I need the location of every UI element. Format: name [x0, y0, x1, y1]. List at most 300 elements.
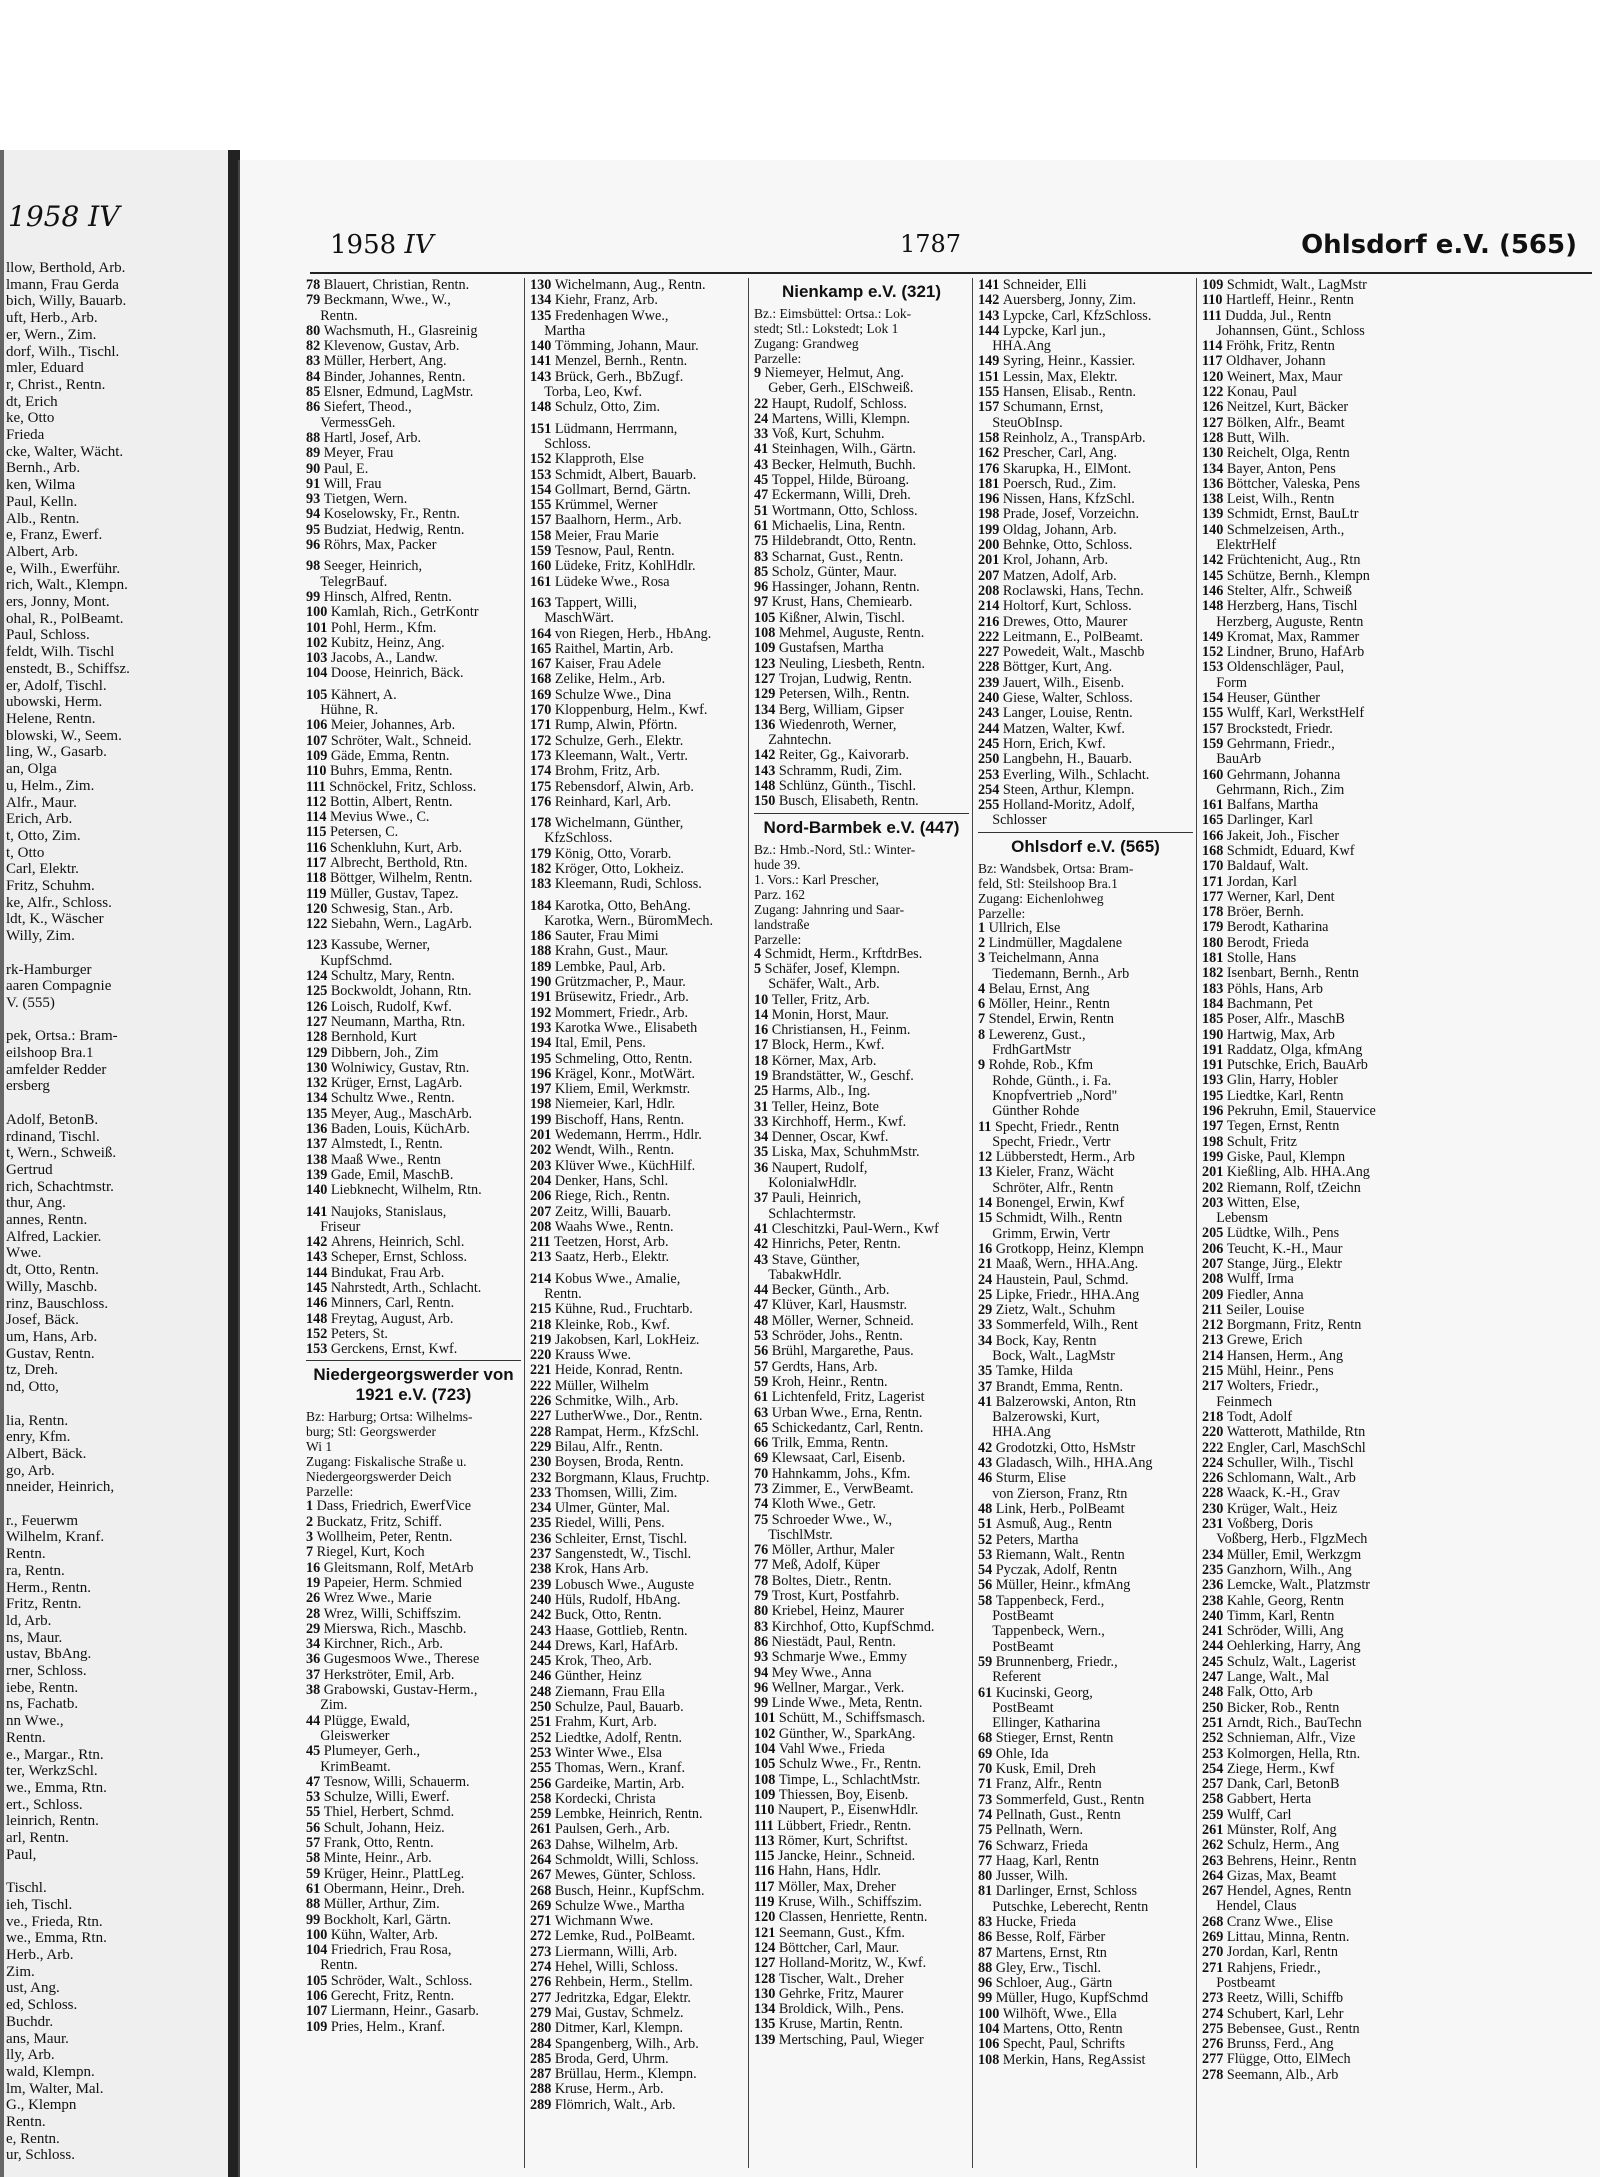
entry-line: 211 Seiler, Louise — [1202, 1302, 1305, 1318]
entry-line: 84 Binder, Johannes, Rentn. — [306, 369, 466, 385]
entry-line: 77 Haag, Karl, Rentn — [978, 1853, 1099, 1869]
entry-line: 1 Dass, Friedrich, EwerfVice — [306, 1499, 472, 1515]
entry-line: 190 Hartwig, Max, Arb — [1202, 1027, 1335, 1043]
entry-line: Wwe. — [6, 1245, 42, 1262]
entry-line: 100 Kamlah, Rich., GetrKontr — [306, 605, 479, 621]
entry-line: 57 Gerdts, Hans, Arb. — [754, 1359, 878, 1375]
entry-line: Helene, Rentn. — [6, 710, 96, 727]
entry-line — [6, 945, 226, 962]
entry-line: rdinand, Tischl. — [6, 1128, 100, 1145]
entry-line: 235 Riedel, Willi, Pens. — [530, 1516, 665, 1532]
entry-line: 112 Bottin, Albert, Rentn. — [306, 794, 453, 810]
entry-line: an, Olga — [6, 761, 57, 778]
entry-line: 65 Schickedantz, Carl, Rentn. — [754, 1420, 924, 1436]
entry-line: nneider, Heinrich, — [6, 1479, 115, 1496]
entry-line: Specht, Friedr., Vertr — [992, 1134, 1111, 1150]
entry-line: 41 Cleschitzki, Paul-Wern., Kwf — [754, 1221, 939, 1237]
entry-line: rner, Schloss. — [6, 1663, 87, 1680]
entry-line: r, Christ., Rentn. — [6, 376, 106, 393]
entry-line: 134 Broldick, Wilh., Pens. — [754, 2002, 905, 2018]
entry-line: 206 Teucht, K.-H., Maur — [1202, 1241, 1343, 1257]
header-rule — [310, 272, 1592, 274]
entry-line: 234 Müller, Emil, Werkzgm — [1202, 1547, 1362, 1563]
entry-line: Tischl. — [6, 1880, 47, 1897]
entry-line: 78 Blauert, Christian, Rentn. — [306, 278, 470, 293]
entry-line: 169 Schulze Wwe., Dina — [530, 687, 672, 703]
entry-line: Zugang: Fiskalische Straße u. — [306, 1454, 467, 1470]
entry-line: 53 Schulze, Willi, Ewerf. — [306, 1790, 450, 1806]
entry-line: 3 Wollheim, Peter, Rentn. — [306, 1530, 453, 1546]
entry-line: 164 von Riegen, Herb., HbAng. — [530, 626, 712, 642]
entry-line: 83 Kirchhof, Otto, KupfSchmd. — [754, 1619, 935, 1635]
entry-line: 116 Hahn, Hans, Hdlr. — [754, 1864, 881, 1880]
entry-line: llow, Berthold, Arb. — [6, 260, 126, 276]
entry-line: 188 Krahn, Gust., Maur. — [530, 944, 669, 960]
entry-line: 46 Sturm, Elise — [978, 1471, 1066, 1487]
entry-line: 37 Brandt, Emma, Rentn. — [978, 1379, 1124, 1395]
entry-line: 111 Dudda, Jul., Rentn — [1202, 308, 1332, 324]
entry-line: 121 Seemann, Gust., Kfm. — [754, 1925, 905, 1941]
entry-line: 48 Link, Herb., PolBeamt — [978, 1501, 1125, 1517]
entry-line: 91 Will, Frau — [306, 476, 382, 492]
entry-line: 167 Kaiser, Frau Adele — [530, 657, 662, 673]
entry-line: 244 Matzen, Walter, Kwf. — [978, 721, 1125, 737]
column-5 — [1202, 278, 1422, 2083]
entry-line: rich, Walt., Klempn. — [6, 577, 128, 594]
entry-line: Voßberg, Herb., FlgzMech — [1216, 1532, 1368, 1548]
entry-line: 288 Kruse, Herm., Arb. — [530, 2082, 664, 2098]
entry-line: arl, Rentn. — [6, 1830, 69, 1847]
entry-line: 195 Schmeling, Otto, Rentn. — [530, 1051, 693, 1067]
entry-line: 155 Krümmel, Werner — [530, 498, 658, 514]
entry-line: 104 Doose, Heinrich, Bäck. — [306, 666, 464, 682]
entry-line: 262 Schulz, Herm., Ang — [1202, 1838, 1340, 1854]
entry-line: 226 Schmitke, Wilh., Arb. — [530, 1394, 679, 1410]
entry-line: 203 Klüver Wwe., KüchHilf. — [530, 1158, 696, 1174]
entry-line: 31 Teller, Heinz, Bote — [754, 1099, 879, 1115]
entry-line: 109 Thiessen, Boy, Eisenb. — [754, 1787, 909, 1803]
entry-line: 243 Haase, Gottlieb, Rentn. — [530, 1623, 688, 1639]
entry-line: 125 Bockwoldt, Johann, Rtn. — [306, 984, 472, 1000]
entry-line: 129 Dibbern, Joh., Zim — [306, 1045, 439, 1061]
entry-line: burg; Stl: Georgswerder — [306, 1424, 436, 1440]
entry-line: 138 Maaß Wwe., Rentn — [306, 1152, 441, 1168]
entry-line: mler, Eduard — [6, 360, 84, 377]
entry-line: 207 Zeitz, Willi, Bauarb. — [530, 1204, 672, 1220]
entry-line: 261 Münster, Rolf, Ang — [1202, 1822, 1337, 1838]
section-title-nienkamp: Nienkamp e.V. (321) — [781, 282, 942, 301]
entry-line: 61 Kucinski, Georg, — [978, 1685, 1093, 1701]
entry-line: 141 Naujoks, Stanislaus, — [306, 1204, 447, 1220]
entry-line: 194 Ital, Emil, Pens. — [530, 1036, 646, 1052]
entry-line: 142 Reiter, Gg., Kaivorarb. — [754, 748, 910, 764]
entry-line: ersberg — [6, 1078, 50, 1095]
entry-line: 107 Schröter, Walt., Schneid. — [306, 733, 472, 749]
entry-line: 274 Hehel, Willi, Schloss. — [530, 1960, 679, 1976]
entry-line: 4 Belau, Ernst, Ang — [978, 981, 1090, 997]
entry-line: Adolf, BetonB. — [6, 1111, 99, 1128]
entry-line: 116 Schenkluhn, Kurt, Arb. — [306, 840, 463, 856]
entry-line: Geber, Gerh., ElSchweiß. — [768, 381, 914, 397]
entry-line: 159 Tesnow, Paul, Rentn. — [530, 544, 675, 560]
entry-line: 88 Gley, Erw., Tischl. — [978, 1960, 1102, 1976]
entry-line: Buchdr. — [6, 2013, 54, 2030]
entry-line: 28 Wrez, Willi, Schiffszim. — [306, 1606, 462, 1622]
entry-line: 97 Krust, Hans, Chemiearb. — [754, 595, 913, 611]
entry-line: enry, Kfm. — [6, 1429, 71, 1446]
entry-line: 253 Everling, Wilh., Schlacht. — [978, 767, 1150, 783]
entry-line: 228 Böttger, Kurt, Ang. — [978, 660, 1113, 676]
entry-line: Bernh., Arb. — [6, 460, 81, 477]
entry-line: t, Wern., Schweiß. — [6, 1145, 117, 1162]
entry-line: Rentn. — [544, 1287, 582, 1302]
entry-line: 52 Peters, Martha — [978, 1532, 1079, 1548]
entry-line: 80 Wachsmuth, H., Glasreinig — [306, 323, 478, 339]
entry-line: 35 Tamke, Hilda — [978, 1364, 1073, 1380]
entry-line: e, Franz, Ewerf. — [6, 527, 103, 544]
entry-line: 152 Peters, St. — [306, 1326, 388, 1342]
entry-line: 102 Kubitz, Heinz, Ang. — [306, 635, 445, 651]
entry-line: 98 Seeger, Heinrich, — [306, 559, 423, 575]
entry-line: Schlachtermstr. — [768, 1206, 857, 1222]
entry-line: 14 Bonengel, Erwin, Kwf — [978, 1196, 1125, 1212]
entry-line: 99 Hinsch, Alfred, Rentn. — [306, 589, 452, 605]
entry-line: 236 Schleiter, Ernst, Tischl. — [530, 1531, 688, 1547]
entry-line: 88 Hartl, Josef, Arb. — [306, 430, 422, 446]
entry-line: 59 Brunnenberg, Friedr., — [978, 1654, 1118, 1670]
entry-line: 245 Horn, Erich, Kwf. — [978, 736, 1106, 752]
entry-line: 134 Berg, William, Gipser — [754, 702, 904, 718]
entry-line: 199 Giske, Paul, Klempn — [1202, 1149, 1346, 1165]
entry-line: 178 Wichelmann, Günther, — [530, 816, 684, 832]
entry-line: 277 Flügge, Otto, ElMech — [1202, 2052, 1351, 2068]
entry-line: 43 Gladasch, Wilh., HHA.Ang — [978, 1456, 1153, 1472]
entry-line: 143 Brück, Gerh., BbZugf. — [530, 369, 684, 385]
entry-line: 79 Trost, Kurt, Postfahrb. — [754, 1589, 900, 1605]
entry-line: 170 Baldauf, Walt. — [1202, 859, 1309, 875]
entry-line: 105 Schröder, Walt., Schloss. — [306, 1973, 473, 1989]
entry-line: dorf, Wilh., Tischl. — [6, 343, 120, 360]
entry-line: 287 Brüllau, Herm., Klempn. — [530, 2067, 697, 2083]
entry-line: 24 Martens, Willi, Klempn. — [754, 411, 910, 427]
entry-line: 145 Schütze, Bernh., Klempn — [1202, 568, 1370, 584]
entry-line: 224 Schuller, Wilh., Tischl — [1202, 1455, 1354, 1471]
entry-line: 130 Gehrke, Fritz, Maurer — [754, 1986, 904, 2002]
entry-line: 51 Asmuß, Aug., Rentn — [978, 1517, 1112, 1533]
entry-line: 227 Powedeit, Walt., Maschb — [978, 645, 1145, 661]
entry-line: 267 Hendel, Agnes, Rentn — [1202, 1884, 1352, 1900]
entry-line: 58 Minte, Heinr., Arb. — [306, 1851, 432, 1867]
entry-line: 130 Reichelt, Olga, Rentn — [1202, 446, 1350, 462]
entry-line: 109 Pries, Helm., Kranf. — [306, 2019, 446, 2035]
entry-line: Bz: Harburg; Ortsa: Wilhelms- — [306, 1409, 473, 1425]
entry-line: Rentn. — [320, 308, 358, 324]
entry-line: 176 Reinhard, Karl, Arb. — [530, 794, 672, 810]
entry-line: 135 Meyer, Aug., MaschArb. — [306, 1106, 473, 1122]
entry-line: 61 Obermann, Heinr., Dreh. — [306, 1881, 465, 1897]
entry-line: 145 Nahrstedt, Arth., Schlacht. — [306, 1281, 482, 1296]
column-4 — [978, 278, 1193, 2068]
entry-line: 254 Ziege, Herm., Kwf — [1202, 1761, 1335, 1777]
entry-line: KolonialwHdlr. — [768, 1176, 857, 1192]
entry-line: 289 Flömrich, Walt., Arb. — [530, 2097, 676, 2113]
entry-line: 111 Schnöckel, Fritz, Schloss. — [306, 779, 477, 795]
entry-line: Josef, Bäck. — [6, 1312, 79, 1329]
entry-line: 199 Oldag, Johann, Arb. — [978, 522, 1117, 538]
entry-line: 184 Bachmann, Pet — [1202, 996, 1313, 1012]
entry-line: Bz: Wandsbek, Ortsa: Bram- — [978, 860, 1134, 876]
entry-line: ke, Otto — [6, 410, 55, 427]
entry-line: Karotka, Wern., BüromMech. — [544, 913, 713, 929]
entry-line: 29 Mierswa, Rich., Maschb. — [306, 1621, 467, 1637]
entry-line: 4 Schmidt, Herm., KrftdrBes. — [754, 946, 923, 962]
entry-line: 45 Toppel, Hilde, Büroang. — [754, 473, 910, 489]
entry-line: ve., Frieda, Rtn. — [6, 1913, 103, 1930]
entry-line: 203 Witten, Else, — [1202, 1195, 1300, 1211]
entry-line: 206 Riege, Rich., Rentn. — [530, 1189, 670, 1205]
entry-line: TelegrBauf. — [320, 574, 388, 590]
entry-line: Grimm, Erwin, Vertr — [992, 1226, 1111, 1242]
entry-line: 268 Busch, Heinr., KupfSchm. — [530, 1883, 705, 1899]
entry-line: leinrich, Rentn. — [6, 1813, 99, 1830]
entry-line: 155 Wulff, Karl, WerkstHelf — [1202, 706, 1365, 722]
entry-line: 87 Martens, Ernst, Rtn — [978, 1945, 1107, 1961]
entry-line: 214 Kobus Wwe., Amalie, — [530, 1271, 681, 1287]
entry-line: enstedt, B., Schiffsz. — [6, 660, 130, 677]
entry-line: 127 Bölken, Alfr., Beamt — [1202, 415, 1345, 431]
entry-line: 6 Möller, Heinr., Rentn — [978, 997, 1110, 1013]
entry-line: 51 Wortmann, Otto, Schloss. — [754, 503, 918, 519]
entry-line: 246 Günther, Heinz — [530, 1669, 642, 1685]
entry-line: Parzelle: — [978, 905, 1026, 921]
entry-line: 258 Kordecki, Christa — [530, 1791, 656, 1807]
entry-line: 37 Herkströter, Emil, Arb. — [306, 1667, 455, 1683]
entry-line: 148 Freytag, August, Arb. — [306, 1311, 454, 1327]
entry-line: Alb., Rentn. — [6, 510, 80, 527]
entry-line: 148 Schlünz, Günth., Tischl. — [754, 779, 916, 795]
section-title-nord-barmbek: Nord-Barmbek e.V. (447) — [763, 817, 960, 837]
entry-line: 252 Liedtke, Adolf, Rentn. — [530, 1730, 683, 1746]
entry-line: thur, Ang. — [6, 1195, 66, 1212]
entry-line: 74 Pellnath, Gust., Rentn — [978, 1807, 1121, 1823]
entry-line: Balzerowski, Kurt, — [992, 1410, 1100, 1426]
column-2 — [530, 278, 745, 2113]
entry-line: 73 Zimmer, E., VerwBeamt. — [754, 1482, 914, 1497]
entry-line: 284 Spangenberg, Wilh., Arb. — [530, 2036, 699, 2052]
entry-line: 254 Steen, Arthur, Klempn. — [978, 782, 1135, 798]
entry-line: 105 Schulz Wwe., Fr., Rentn. — [754, 1757, 922, 1773]
entry-line: 56 Brühl, Margarethe, Paus. — [754, 1344, 914, 1360]
entry-line: 33 Sommerfeld, Wilh., Rent — [978, 1318, 1138, 1334]
entry-line: 183 Pöhls, Hans, Arb — [1202, 981, 1323, 997]
entry-line: 102 Günther, W., SparkAng. — [754, 1726, 916, 1742]
entry-line: ans, Maur. — [6, 2030, 69, 2047]
entry-line: 201 Wedemann, Herrm., Hdlr. — [530, 1128, 702, 1144]
entry-line: 83 Hucke, Frieda — [978, 1914, 1077, 1930]
entry-line: 277 Jedritzka, Edgar, Elektr. — [530, 1990, 691, 2006]
entry-line: FrdhGartMstr — [992, 1043, 1072, 1059]
entry-line: 134 Kiehr, Franz, Arb. — [530, 293, 658, 309]
entry-line: 24 Haustein, Paul, Schmd. — [978, 1272, 1129, 1288]
entry-line: ElektrHelf — [1216, 538, 1277, 554]
entry-line: 17 Block, Herm., Kwf. — [754, 1038, 885, 1054]
entry-line: e, Rentn. — [6, 2130, 60, 2147]
entry-line: 79 Beckmann, Wwe., W., — [306, 293, 451, 309]
entry-line: 86 Siefert, Theod., — [306, 400, 412, 416]
entry-line: 94 Koselowsky, Fr., Rentn. — [306, 507, 460, 523]
entry-line: 36 Naupert, Rudolf, — [754, 1160, 868, 1176]
entry-line: 222 Engler, Carl, MaschSchl — [1202, 1440, 1366, 1456]
entry-line: Rentn. — [320, 1958, 358, 1974]
entry-line: Feinmech — [1216, 1394, 1273, 1410]
entry-line: KupfSchmd. — [320, 953, 393, 969]
entry-line: 218 Todt, Adolf — [1202, 1409, 1293, 1425]
entry-line: 253 Kolmorgen, Hella, Rtn. — [1202, 1746, 1361, 1762]
entry-line: 41 Steinhagen, Wilh., Gärtn. — [754, 442, 916, 458]
entry-line: 230 Krüger, Walt., Heiz — [1202, 1501, 1338, 1517]
entry-line: hude 39. — [754, 856, 801, 872]
entry-line: Schäfer, Walt., Arb. — [768, 977, 880, 993]
entry-line: 160 Lüdeke, Fritz, KohlHdlr. — [530, 559, 696, 575]
entry-line: 271 Wichmann Wwe. — [530, 1914, 654, 1930]
entry-line: 157 Schumann, Ernst, — [978, 400, 1104, 416]
entry-line: 184 Karotka, Otto, BehAng. — [530, 898, 691, 914]
entry-line: Schloss. — [544, 436, 592, 452]
entry-line: 207 Matzen, Adolf, Arb. — [978, 568, 1117, 584]
entry-line: 108 Timpe, L., SchlachtMstr. — [754, 1772, 921, 1788]
entry-line: 279 Mai, Gustav, Schmelz. — [530, 2005, 684, 2021]
entry-line: 136 Böttcher, Valeska, Pens — [1202, 476, 1360, 492]
entry-line: 261 Paulsen, Gerh., Arb. — [530, 1822, 670, 1838]
entry-line: 208 Wulff, Irma — [1202, 1272, 1294, 1288]
entry-line: PostBeamt — [992, 1609, 1054, 1625]
entry-line: 197 Kliem, Emil, Werkmstr. — [530, 1082, 691, 1098]
entry-line: 132 Krüger, Ernst, LagArb. — [306, 1076, 463, 1092]
entry-line: rk-Hamburger — [6, 961, 92, 978]
entry-line: ke, Alfr., Schloss. — [6, 894, 112, 911]
entry-line — [6, 1496, 226, 1513]
entry-line: 275 Bebensee, Gust., Rentn — [1202, 2021, 1360, 2037]
entry-line: 122 Siebahn, Wern., LagArb. — [306, 917, 473, 933]
entry-line: 63 Urban Wwe., Erna, Rentn. — [754, 1405, 923, 1421]
entry-line: tz, Dreh. — [6, 1362, 59, 1379]
header-association: Ohlsdorf e.V. (565) — [1301, 230, 1577, 260]
entry-line: ohal, R., PolBeamt. — [6, 610, 124, 627]
entry-line: 270 Jordan, Karl, Rentn — [1202, 1945, 1338, 1961]
entry-line: 81 Darlinger, Ernst, Schloss — [978, 1884, 1138, 1900]
entry-line: 199 Bischoff, Hans, Rentn. — [530, 1112, 685, 1128]
entry-line: 19 Brandstätter, W., Geschf. — [754, 1068, 914, 1084]
entry-line: 117 Albrecht, Berthold, Rtn. — [306, 855, 468, 871]
entry-line: 144 Bindukat, Frau Arb. — [306, 1265, 445, 1281]
entry-line: 106 Gerecht, Fritz, Rentn. — [306, 1988, 455, 2004]
entry-line: 99 Bockholt, Karl, Gärtn. — [306, 1912, 451, 1928]
entry-line: 139 Schmidt, Ernst, BauLtr — [1202, 507, 1359, 523]
entry-line: Wi 1 — [306, 1439, 333, 1455]
entry-line: 186 Sauter, Frau Mimi — [530, 929, 659, 945]
entry-line: 217 Wolters, Friedr., — [1202, 1379, 1319, 1395]
entry-line: 234 Ulmer, Günter, Mal. — [530, 1501, 670, 1517]
entry-line: Alfr., Maur. — [6, 794, 77, 811]
entry-line: 136 Baden, Louis, KüchArb. — [306, 1122, 470, 1138]
entry-line: 263 Behrens, Heinr., Rentn — [1202, 1853, 1357, 1869]
entry-line: lm, Walter, Mal. — [6, 2080, 104, 2097]
entry-line: 162 Prescher, Carl, Ang. — [978, 446, 1117, 462]
entry-line: 264 Gizas, Max, Beamt — [1202, 1868, 1337, 1884]
entry-line: 158 Reinholz, A., TranspArb. — [978, 430, 1146, 446]
entry-line: 268 Cranz Wwe., Elise — [1202, 1914, 1333, 1930]
entry-line: Lebensm — [1216, 1211, 1269, 1227]
entry-line: 18 Körner, Max, Arb. — [754, 1053, 877, 1069]
left-page — [0, 150, 230, 2177]
entry-line: 255 Thomas, Wern., Kranf. — [530, 1761, 686, 1777]
entry-line: 127 Neumann, Martha, Rtn. — [306, 1014, 466, 1030]
entry-line: 195 Liedtke, Karl, Rentn — [1202, 1088, 1344, 1104]
entry-line: cke, Walter, Wächt. — [6, 443, 124, 460]
entry-line: 198 Schult, Fritz — [1202, 1134, 1297, 1150]
entry-line: 220 Krauss Wwe. — [530, 1348, 632, 1364]
entry-line: 151 Lessin, Max, Elektr. — [978, 369, 1118, 385]
entry-line: 251 Arndt, Rich., BauTechn — [1202, 1715, 1362, 1731]
entry-line: 113 Römer, Kurt, Schriftst. — [754, 1833, 908, 1849]
entry-line: 263 Dahse, Wilhelm, Arb. — [530, 1837, 679, 1853]
entry-line: landstraße — [754, 916, 810, 932]
entry-line: 276 Brunss, Ferd., Ang — [1202, 2037, 1334, 2053]
entry-line: 80 Kriebel, Heinz, Maurer — [754, 1604, 905, 1620]
entry-line: 114 Fröhk, Fritz, Rentn — [1202, 339, 1335, 355]
entry-line: 99 Linde Wwe., Meta, Rentn. — [754, 1696, 923, 1712]
entry-line: 233 Thomsen, Willi, Zim. — [530, 1485, 678, 1501]
entry-line: 117 Oldhaver, Johann — [1202, 354, 1326, 370]
entry-line: 239 Lobusch Wwe., Auguste — [530, 1577, 695, 1593]
entry-line: Zugang: Eichenlohweg — [978, 890, 1104, 906]
entry-line: 244 Oehlerking, Harry, Ang — [1202, 1639, 1361, 1655]
entry-line: 134 Bayer, Anton, Pens — [1202, 461, 1336, 477]
entry-line: von Zierson, Franz, Rtn — [992, 1486, 1128, 1502]
entry-line: 231 Voßberg, Doris — [1202, 1517, 1314, 1533]
column-divider — [1196, 278, 1197, 2168]
entry-line: 205 Lüdtke, Wilh., Pens — [1202, 1226, 1340, 1242]
entry-line: 56 Müller, Heinr., kfmAng — [978, 1578, 1131, 1594]
entry-line: 198 Prade, Josef, Vorzeichn. — [978, 507, 1140, 523]
entry-line: e., Margar., Rtn. — [6, 1746, 104, 1763]
entry-line: 253 Winter Wwe., Elsa — [530, 1745, 662, 1761]
entry-line: 202 Wendt, Wilh., Rentn. — [530, 1143, 675, 1159]
entry-line: 10 Teller, Fritz, Arb. — [754, 992, 870, 1008]
entry-line: 130 Wichelmann, Aug., Rentn. — [530, 278, 706, 293]
entry-line: 216 Drewes, Otto, Maurer — [978, 614, 1128, 630]
entry-line: 146 Minners, Carl, Rentn. — [306, 1296, 455, 1312]
entry-line: 29 Zietz, Walt., Schuhm — [978, 1303, 1116, 1319]
entry-line: 13 Kieler, Franz, Wächt — [978, 1165, 1114, 1181]
section-title-niedergeorgswerder: Niedergeorgswerder von 1921 e.V. (723) — [313, 1365, 514, 1405]
entry-line: 76 Möller, Arthur, Maler — [754, 1543, 895, 1559]
entry-line: Alfred, Lackier. — [6, 1228, 102, 1245]
entry-line: 142 Früchtenicht, Aug., Rtn — [1202, 553, 1361, 569]
entry-line: 124 Böttcher, Carl, Maur. — [754, 1940, 900, 1956]
entry-line: Parzelle: — [754, 931, 802, 947]
entry-line: Referent — [992, 1670, 1042, 1686]
entry-line: 128 Tischer, Walt., Dreher — [754, 1971, 904, 1987]
entry-line: 115 Petersen, C. — [306, 825, 399, 841]
entry-line: 153 Gerckens, Ernst, Kwf. — [306, 1342, 458, 1358]
entry-line: 110 Hartleff, Heinr., Rentn — [1202, 293, 1354, 309]
entry-line: 256 Gardeike, Martin, Arb. — [530, 1776, 685, 1792]
entry-line: 250 Schulze, Paul, Bauarb. — [530, 1700, 684, 1716]
entry-line: 96 Schloer, Aug., Gärtn — [978, 1976, 1113, 1992]
entry-line: 82 Klevenow, Gustav, Arb. — [306, 339, 460, 355]
entry-line: 161 Lüdeke Wwe., Rosa — [530, 574, 670, 590]
